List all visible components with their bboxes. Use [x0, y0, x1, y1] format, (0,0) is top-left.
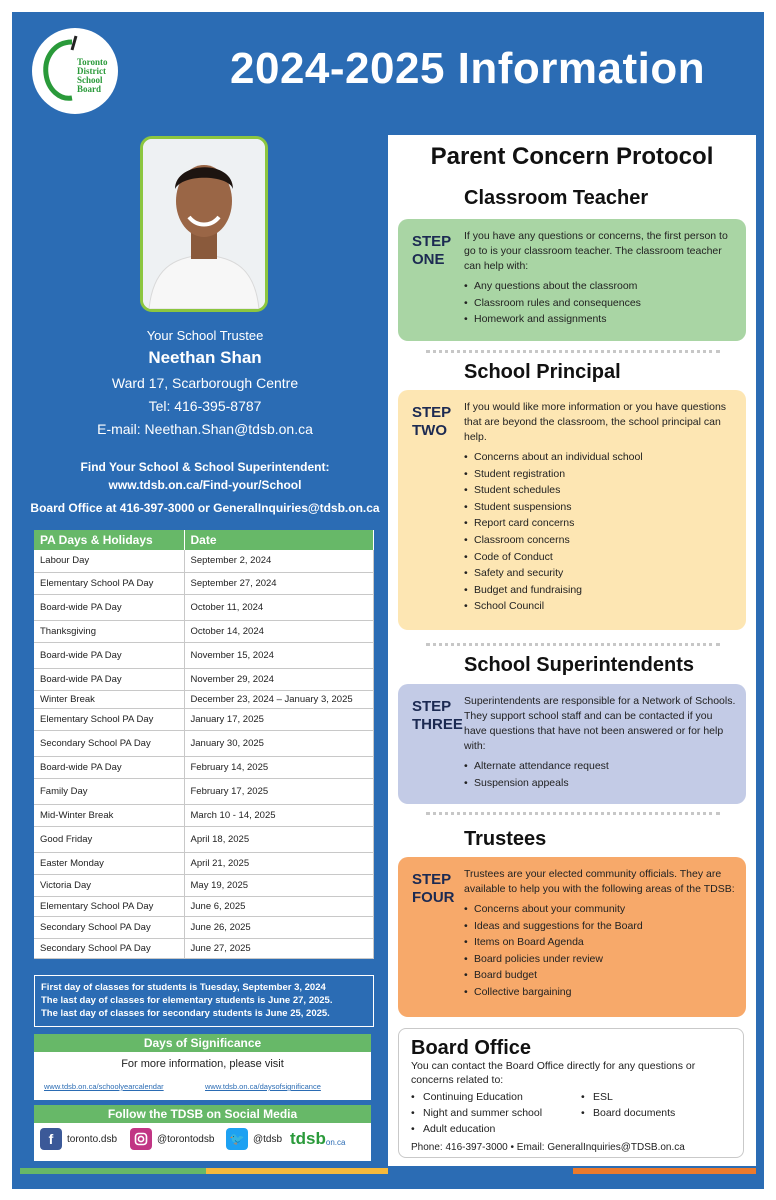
step-list [464, 449, 736, 615]
board-office-box [398, 1028, 744, 1158]
board-office-list-2 [581, 1089, 675, 1121]
holiday-name: Board-wide PA Day [34, 594, 184, 620]
trustee-email[interactable]: E-mail: Neethan.Shan@tdsb.on.ca [97, 421, 313, 437]
trustee-photo [140, 136, 268, 312]
step-intro: Trustees are your elected community officials. They are available to help you with the following areas of the TDSB: [464, 868, 735, 895]
instagram-icon [130, 1128, 152, 1150]
twitter-icon: 🐦 [226, 1128, 248, 1150]
days-of-significance-title: Days of Significance [34, 1034, 371, 1052]
note-line: First day of classes for students is Tuesday, September 3, 2024 [41, 982, 326, 993]
board-office-text: You can contact the Board Office directly for any questions or concerns related to: [411, 1060, 696, 1086]
holiday-name: Secondary School PA Day [34, 938, 184, 958]
table-row [34, 708, 374, 730]
facebook-link[interactable] [40, 1127, 117, 1151]
list-item: • Alternate attendance request [464, 758, 736, 775]
holiday-date: October 11, 2024 [184, 594, 374, 620]
table-row [34, 874, 374, 896]
find-school-title: Find Your School & School Superintendent: [80, 460, 330, 474]
facebook-handle: toronto.dsb [67, 1133, 118, 1145]
bottom-stripe-yellow [206, 1168, 388, 1174]
holiday-date: September 2, 2024 [184, 550, 374, 572]
table-row [34, 690, 374, 708]
parent-concern-protocol [388, 135, 756, 1166]
holiday-date: November 15, 2024 [184, 642, 374, 668]
step-two-card [398, 390, 746, 630]
trustee-name: Neethan Shan [148, 348, 262, 367]
table-row [34, 594, 374, 620]
find-school-link[interactable]: www.tdsb.on.ca/Find-your/School [108, 478, 302, 492]
list-item: • Code of Conduct [464, 549, 736, 566]
list-item: • Student registration [464, 466, 736, 483]
section-title-trustees: Trustees [464, 828, 547, 850]
holiday-date: October 14, 2024 [184, 620, 374, 642]
holiday-date: February 17, 2025 [184, 778, 374, 804]
list-item: • Classroom concerns [464, 532, 736, 549]
board-office-title: Board Office [411, 1037, 532, 1059]
tdsb-brand-link[interactable] [290, 1127, 345, 1151]
holiday-name: Easter Monday [34, 852, 184, 874]
table-row [34, 852, 374, 874]
person-photo-icon [143, 139, 265, 309]
table-row [34, 826, 374, 852]
trustee-label: Your School Trustee [146, 328, 264, 343]
holiday-date: January 30, 2025 [184, 730, 374, 756]
list-item: • Board policies under review [464, 951, 736, 968]
step-list [464, 278, 736, 328]
instagram-handle: @torontodsb [157, 1133, 215, 1145]
social-row [34, 1127, 371, 1161]
table-row [34, 620, 374, 642]
list-item: • Night and summer school [411, 1105, 542, 1121]
trustee-phone: Tel: 416-395-8787 [148, 398, 262, 414]
step-label: STEP FOUR [412, 871, 455, 906]
table-row [34, 804, 374, 826]
holiday-date: February 14, 2025 [184, 756, 374, 778]
table-header: PA Days & Holidays [34, 530, 184, 550]
pa-days-body [34, 550, 374, 958]
holiday-name: Winter Break [34, 690, 184, 708]
section-title-school-superintendents: School Superintendents [464, 654, 695, 676]
bottom-stripe-green [20, 1168, 206, 1174]
list-item: • Adult education [411, 1121, 542, 1137]
twitter-handle: @tdsb [253, 1133, 283, 1145]
list-item: • Board documents [581, 1105, 675, 1121]
days-of-significance-text: For more information, please visit [121, 1058, 284, 1070]
holiday-date: April 21, 2025 [184, 852, 374, 874]
list-item: • Student schedules [464, 482, 736, 499]
step-list [464, 758, 736, 791]
step-intro: Superintendents are responsible for a Network of Schools. They support school staff and can be contacted if you have questions that have not been answered or for help with: [464, 695, 736, 752]
holiday-date: November 29, 2024 [184, 668, 374, 690]
board-office-contact: Board Office at 416-397-3000 or GeneralInquiries@tdsb.on.ca [30, 501, 380, 515]
holiday-date: January 17, 2025 [184, 708, 374, 730]
trustee-ward: Ward 17, Scarborough Centre [111, 375, 299, 391]
classes-note [34, 975, 374, 1027]
table-header: Date [184, 530, 374, 550]
list-item: • ESL [581, 1089, 675, 1105]
board-office-list-1 [411, 1089, 542, 1137]
social-media-box [34, 1105, 371, 1161]
holiday-name: Family Day [34, 778, 184, 804]
social-media-title: Follow the TDSB on Social Media [34, 1105, 371, 1123]
list-item: • Items on Board Agenda [464, 934, 736, 951]
list-item: • Ideas and suggestions for the Board [464, 918, 736, 935]
step-body [464, 867, 736, 1001]
holiday-name: Secondary School PA Day [34, 916, 184, 938]
holiday-name: Board-wide PA Day [34, 668, 184, 690]
holiday-name: Secondary School PA Day [34, 730, 184, 756]
tdsb-logo [32, 28, 118, 114]
list-item: • Any questions about the classroom [464, 278, 736, 295]
pa-days-table [34, 530, 374, 959]
holiday-name: Thanksgiving [34, 620, 184, 642]
list-item: • Safety and security [464, 565, 736, 582]
tdsb-brand: tdsb [290, 1129, 326, 1148]
list-item: • Student suspensions [464, 499, 736, 516]
protocol-title: Parent Concern Protocol [430, 143, 714, 170]
logo-line: Board [77, 84, 102, 94]
note-line: The last day of classes for elementary students is June 27, 2025. [41, 995, 333, 1006]
table-row [34, 916, 374, 938]
divider [426, 350, 720, 354]
twitter-link[interactable] [226, 1127, 282, 1151]
holiday-date: September 27, 2024 [184, 572, 374, 594]
table-row [34, 642, 374, 668]
instagram-link[interactable] [130, 1127, 214, 1151]
step-list [464, 901, 736, 1001]
step-four-card [398, 857, 746, 1017]
step-label: STEP ONE [412, 233, 452, 268]
list-item: • Report card concerns [464, 515, 736, 532]
holiday-name: Board-wide PA Day [34, 642, 184, 668]
holiday-date: May 19, 2025 [184, 874, 374, 896]
logo-line: Toronto [77, 57, 108, 67]
step-label: STEP TWO [412, 404, 452, 439]
section-title-school-principal: School Principal [464, 361, 621, 383]
holiday-name: Elementary School PA Day [34, 708, 184, 730]
table-row [34, 550, 374, 572]
bottom-stripe-blue [388, 1168, 573, 1174]
table-row [34, 938, 374, 958]
list-item: • Concerns about an individual school [464, 449, 736, 466]
holiday-name: Mid-Winter Break [34, 804, 184, 826]
tdsb-brand-suffix: on.ca [325, 1137, 346, 1147]
list-item: • Concerns about your community [464, 901, 736, 918]
bottom-stripe-orange [573, 1168, 756, 1174]
holiday-date: June 27, 2025 [184, 938, 374, 958]
holiday-name: Victoria Day [34, 874, 184, 896]
list-item: • Budget and fundraising [464, 582, 736, 599]
table-row [34, 778, 374, 804]
table-row [34, 572, 374, 594]
list-item: • Collective bargaining [464, 984, 736, 1001]
list-item: • Suspension appeals [464, 775, 736, 792]
list-item: • Homework and assignments [464, 311, 736, 328]
holiday-date: June 26, 2025 [184, 916, 374, 938]
step-intro: If you would like more information or you have questions that are beyond the classroom, the school principal can help. [464, 401, 727, 443]
holiday-name: Labour Day [34, 550, 184, 572]
holiday-name: Elementary School PA Day [34, 896, 184, 916]
note-line: The last day of classes for secondary students is June 25, 2025. [41, 1008, 330, 1019]
table-row [34, 730, 374, 756]
list-item: • Board budget [464, 967, 736, 984]
step-body [464, 229, 736, 328]
logo-text [77, 58, 108, 94]
holiday-date: April 18, 2025 [184, 826, 374, 852]
holiday-date: June 6, 2025 [184, 896, 374, 916]
step-label: STEP THREE [412, 698, 463, 733]
page-title: 2024-2025 Information [230, 44, 706, 93]
facebook-icon: f [40, 1128, 62, 1150]
holiday-name: Board-wide PA Day [34, 756, 184, 778]
holiday-date: December 23, 2024 – January 3, 2025 [184, 690, 374, 708]
table-row [34, 896, 374, 916]
logo-line: District [77, 66, 106, 76]
table-row [34, 756, 374, 778]
divider [426, 643, 720, 647]
days-of-significance-box [34, 1034, 371, 1100]
logo-line: School [77, 75, 103, 85]
step-intro: If you have any questions or concerns, the first person to go to is your classroom teacher. The classroom teacher can help with: [464, 230, 728, 272]
calendar-link[interactable]: www.tdsb.on.ca/schoolyearcalendar [44, 1082, 164, 1091]
holiday-name: Elementary School PA Day [34, 572, 184, 594]
step-one-card [398, 219, 746, 341]
step-body [464, 400, 736, 615]
holiday-date: March 10 - 14, 2025 [184, 804, 374, 826]
section-title-classroom-teacher: Classroom Teacher [464, 187, 649, 209]
list-item: • Classroom rules and consequences [464, 295, 736, 312]
step-three-card [398, 684, 746, 804]
list-item: • Continuing Education [411, 1089, 542, 1105]
holiday-name: Good Friday [34, 826, 184, 852]
days-of-significance-link[interactable]: www.tdsb.on.ca/daysofsignificance [205, 1082, 321, 1091]
step-body [464, 694, 736, 791]
list-item: • School Council [464, 598, 736, 615]
table-row [34, 668, 374, 690]
board-office-phone-email: Phone: 416-397-3000 • Email: GeneralInquiries@TDSB.on.ca [411, 1142, 685, 1153]
divider [426, 812, 720, 816]
